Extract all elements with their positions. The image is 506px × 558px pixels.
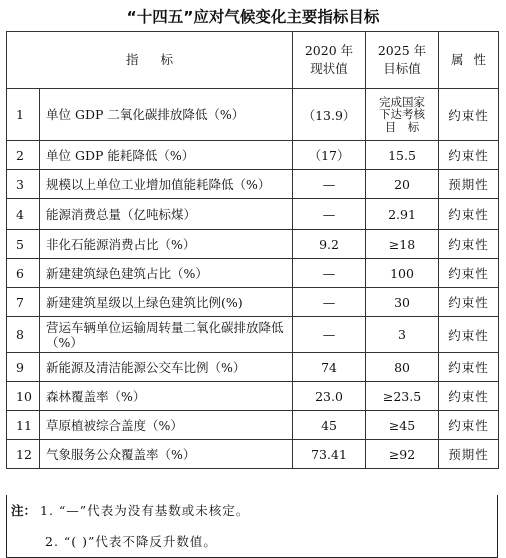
table-row	[7, 288, 499, 317]
value-2020: —	[293, 199, 366, 230]
value-2020: 45	[293, 411, 366, 440]
indicator-name: 新建建筑绿色建筑占比（%）	[40, 259, 293, 288]
row-index: 4	[7, 199, 40, 230]
row-index: 9	[7, 353, 40, 382]
header-indicator: 指标	[7, 32, 293, 89]
value-2025-line: 下达考核	[379, 107, 426, 122]
attribute-value: 约束性	[439, 141, 499, 170]
header-2025-line2: 目标值	[383, 61, 421, 76]
value-2020: —	[293, 288, 366, 317]
indicator-name: 规模以上单位工业增加值能耗降低（%）	[40, 170, 293, 199]
value-2020: （13.9）	[293, 89, 366, 141]
attribute-value: 约束性	[439, 199, 499, 230]
row-index: 7	[7, 288, 40, 317]
table-row	[7, 411, 499, 440]
indicator-name: 单位 GDP 能耗降低（%）	[40, 141, 293, 170]
row-index: 11	[7, 411, 40, 440]
table-row	[7, 440, 499, 469]
value-2025: 100	[366, 259, 439, 288]
row-index: 3	[7, 170, 40, 199]
value-2020: 73.41	[293, 440, 366, 469]
notes-section	[6, 495, 498, 558]
value-2025: 15.5	[366, 141, 439, 170]
table-row	[7, 230, 499, 259]
note-text: 1. “—”代表为没有基数或未核定。	[40, 503, 250, 518]
value-2025: 3	[366, 317, 439, 353]
value-2025: 20	[366, 170, 439, 199]
attribute-value: 约束性	[439, 288, 499, 317]
header-2020-line1: 2020 年	[304, 43, 354, 58]
header-attribute: 属性	[439, 32, 499, 89]
note-text: 2. “( )”代表不降反升数值。	[45, 534, 217, 549]
table-row	[7, 382, 499, 411]
indicator-table	[6, 31, 499, 469]
attribute-value: 约束性	[439, 382, 499, 411]
value-2025: ≥45	[366, 411, 439, 440]
table-row	[7, 199, 499, 230]
value-2025-line: 目 标	[384, 119, 420, 134]
note-item-2	[45, 532, 217, 550]
value-2020: 23.0	[293, 382, 366, 411]
header-2025-line1: 2025 年	[377, 43, 427, 58]
table-header-row	[7, 32, 499, 89]
table-row	[7, 259, 499, 288]
value-2025-line: 完成国家	[379, 94, 426, 109]
attribute-value: 约束性	[439, 259, 499, 288]
table-row	[7, 353, 499, 382]
attribute-value: 预期性	[439, 440, 499, 469]
table-row	[7, 89, 499, 141]
row-index: 10	[7, 382, 40, 411]
indicator-name: 能源消费总量（亿吨标煤）	[40, 199, 293, 230]
value-2020: （17）	[293, 141, 366, 170]
value-2025: ≥23.5	[366, 382, 439, 411]
indicator-name: 单位 GDP 二氧化碳排放降低（%）	[40, 89, 293, 141]
notes-label: 注：	[11, 503, 37, 518]
header-2025	[366, 32, 439, 89]
row-index: 5	[7, 230, 40, 259]
row-index: 12	[7, 440, 40, 469]
indicator-name: 营运车辆单位运输周转量二氧化碳排放降低（%）	[40, 317, 293, 353]
value-2025: ≥18	[366, 230, 439, 259]
row-index: 6	[7, 259, 40, 288]
attribute-value: 约束性	[439, 89, 499, 141]
value-2025: ≥92	[366, 440, 439, 469]
indicator-name: 新能源及清洁能源公交车比例（%）	[40, 353, 293, 382]
table-row	[7, 141, 499, 170]
attribute-value: 约束性	[439, 317, 499, 353]
header-2020	[293, 32, 366, 89]
value-2020: —	[293, 170, 366, 199]
value-2025: 80	[366, 353, 439, 382]
page-title: “十四五”应对气候变化主要指标目标	[126, 8, 380, 26]
indicator-name: 草原植被综合盖度（%）	[40, 411, 293, 440]
header-2020-line2: 现状值	[310, 61, 348, 76]
attribute-value: 约束性	[439, 411, 499, 440]
row-index: 1	[7, 89, 40, 141]
row-index: 2	[7, 141, 40, 170]
row-index: 8	[7, 317, 40, 353]
attribute-value: 预期性	[439, 170, 499, 199]
attribute-value: 约束性	[439, 353, 499, 382]
value-2025: 2.91	[366, 199, 439, 230]
indicator-name: 气象服务公众覆盖率（%）	[40, 440, 293, 469]
value-2020: —	[293, 259, 366, 288]
table-row	[7, 317, 499, 353]
value-2020: —	[293, 317, 366, 353]
indicator-name: 非化石能源消费占比（%）	[40, 230, 293, 259]
indicator-name: 森林覆盖率（%）	[40, 382, 293, 411]
value-2020: 74	[293, 353, 366, 382]
indicator-name: 新建建筑星级以上绿色建筑比例(%)	[40, 288, 293, 317]
value-2025	[366, 89, 439, 141]
attribute-value: 约束性	[439, 230, 499, 259]
value-2020: 9.2	[293, 230, 366, 259]
value-2025: 30	[366, 288, 439, 317]
table-row	[7, 170, 499, 199]
note-item-1	[11, 501, 249, 519]
